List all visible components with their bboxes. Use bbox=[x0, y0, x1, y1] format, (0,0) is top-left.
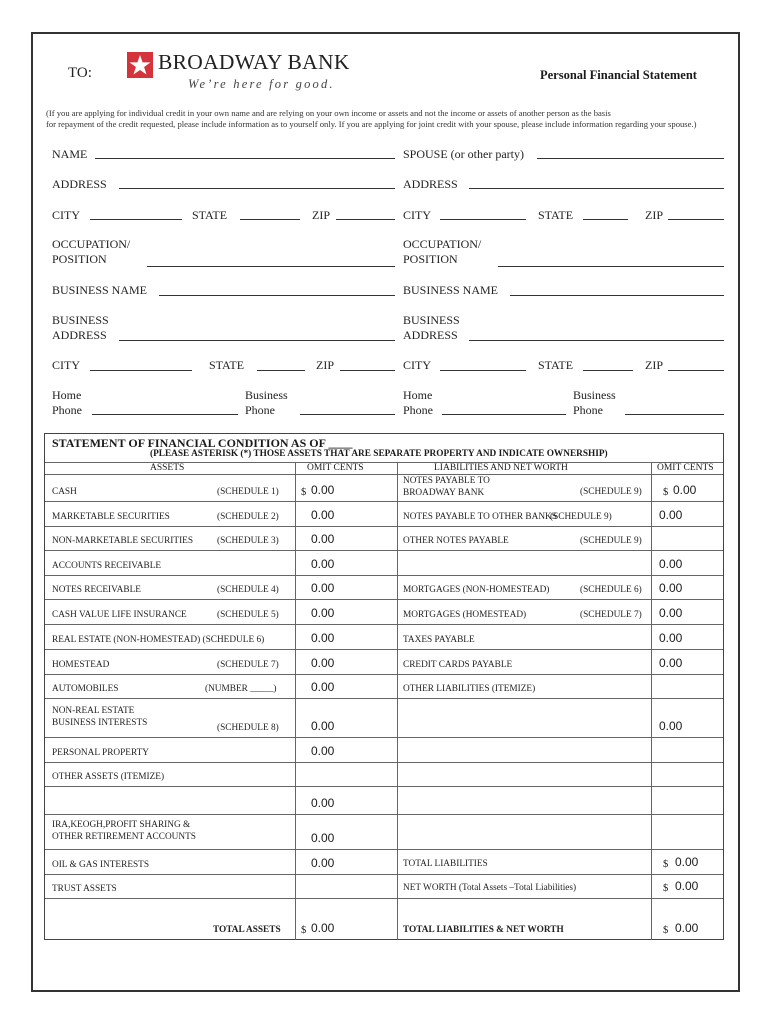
asset-label: ACCOUNTS RECEIVABLE bbox=[52, 561, 162, 571]
business-address-field[interactable] bbox=[119, 340, 395, 341]
liability-value-field[interactable]: 0.00 bbox=[659, 656, 683, 670]
spouse-business-city-field[interactable] bbox=[440, 370, 526, 371]
spouse-business-zip-label: ZIP bbox=[645, 358, 663, 372]
occupation-label: OCCUPATION/ POSITION bbox=[52, 237, 131, 266]
liability-row-divider bbox=[397, 526, 723, 527]
spouse-business-city-label: CITY bbox=[403, 358, 431, 372]
net-worth-value[interactable]: 0.00 bbox=[675, 879, 699, 893]
liability-value-field[interactable]: 0.00 bbox=[659, 581, 683, 595]
liability-row-divider bbox=[397, 624, 723, 625]
occupation-field[interactable] bbox=[147, 266, 395, 267]
spouse-business-phone-field[interactable] bbox=[625, 414, 724, 415]
liability-row-divider bbox=[397, 501, 723, 502]
asset-row-divider bbox=[45, 737, 397, 738]
asset-value-field[interactable]: 0.00 bbox=[311, 483, 335, 497]
asset-schedule: (SCHEDULE 2) bbox=[217, 512, 279, 522]
liability-row-divider bbox=[397, 737, 723, 738]
bank-star-icon bbox=[124, 49, 156, 81]
asset-schedule: (SCHEDULE 8) bbox=[217, 723, 279, 733]
asset-schedule: (SCHEDULE 1) bbox=[217, 487, 279, 497]
business-phone-label: Business Phone bbox=[245, 388, 288, 417]
asset-label: CASH bbox=[52, 487, 77, 497]
instructions-line-1: (If you are applying for individual credit in your own name and are relying on your own income or assets and not the income or assets of another person as the basis bbox=[46, 108, 611, 118]
bank-tagline: We’re here for good. bbox=[188, 77, 335, 91]
business-zip-field[interactable] bbox=[340, 370, 395, 371]
total-liabilities-net-worth-label: TOTAL LIABILITIES & NET WORTH bbox=[403, 925, 564, 935]
liability-schedule: (SCHEDULE 9) bbox=[580, 487, 642, 497]
state-label: STATE bbox=[192, 208, 228, 222]
spouse-business-state-field[interactable] bbox=[583, 370, 633, 371]
center-column-divider bbox=[397, 462, 398, 940]
assets-omit-cents-header: OMIT CENTS bbox=[307, 463, 364, 473]
spouse-business-state-label: STATE bbox=[538, 358, 574, 372]
asset-label: IRA,KEOGH,PROFIT SHARING & bbox=[52, 819, 191, 830]
asset-label: OTHER ASSETS (ITEMIZE) bbox=[52, 772, 165, 782]
asset-label-line2: BUSINESS INTERESTS bbox=[52, 717, 148, 728]
assets-value-column-divider bbox=[295, 462, 296, 940]
business-city-label: CITY bbox=[52, 358, 80, 372]
name-field[interactable] bbox=[95, 158, 395, 159]
address-label: ADDRESS bbox=[52, 177, 107, 191]
spouse-address-field[interactable] bbox=[469, 188, 724, 189]
liability-row-divider bbox=[397, 762, 723, 763]
asset-row-divider bbox=[45, 814, 397, 815]
asset-row-divider bbox=[45, 849, 397, 850]
liability-label: CREDIT CARDS PAYABLE bbox=[403, 660, 513, 670]
business-name-field[interactable] bbox=[159, 295, 395, 296]
spouse-business-address-field[interactable] bbox=[469, 340, 724, 341]
spouse-zip-field[interactable] bbox=[668, 219, 724, 220]
liability-value-field[interactable]: 0.00 bbox=[673, 483, 697, 497]
home-phone-field[interactable] bbox=[92, 414, 238, 415]
total-liabilities-label: TOTAL LIABILITIES bbox=[403, 859, 488, 869]
asset-label: MARKETABLE SECURITIES bbox=[52, 512, 170, 522]
liability-label: MORTGAGES (HOMESTEAD) bbox=[403, 610, 527, 620]
asset-label: TRUST ASSETS bbox=[52, 884, 117, 894]
total-liabilities-value[interactable]: 0.00 bbox=[675, 855, 699, 869]
liabilities-value-column-divider bbox=[651, 462, 652, 940]
spouse-business-address-label: BUSINESS ADDRESS bbox=[403, 313, 460, 342]
asset-row-divider bbox=[45, 786, 397, 787]
asset-value-field[interactable]: 0.00 bbox=[311, 680, 335, 694]
liability-label: NOTES PAYABLE TO OTHER BANKS bbox=[403, 512, 557, 522]
business-city-field[interactable] bbox=[90, 370, 192, 371]
spouse-business-name-label: BUSINESS NAME bbox=[403, 283, 499, 297]
asset-label: PERSONAL PROPERTY bbox=[52, 748, 149, 758]
asset-value-field[interactable]: 0.00 bbox=[311, 606, 335, 620]
financial-statement-table bbox=[44, 433, 724, 940]
total-assets-value[interactable]: 0.00 bbox=[311, 921, 335, 935]
liability-row-divider bbox=[397, 599, 723, 600]
liability-value-field[interactable]: 0.00 bbox=[659, 557, 683, 571]
asset-label: NOTES RECEIVABLE bbox=[52, 585, 141, 595]
asset-row-divider bbox=[45, 599, 397, 600]
asset-value-field[interactable]: 0.00 bbox=[311, 831, 335, 845]
asset-label: CASH VALUE LIFE INSURANCE bbox=[52, 610, 187, 620]
name-label: NAME bbox=[52, 147, 88, 161]
business-state-field[interactable] bbox=[257, 370, 305, 371]
spouse-business-phone-label: Business Phone bbox=[573, 388, 616, 417]
asset-schedule: (SCHEDULE 7) bbox=[217, 660, 279, 670]
document-title: Personal Financial Statement bbox=[540, 68, 697, 82]
asset-row-divider bbox=[45, 550, 397, 551]
total-liabilities-dollar-sign: $ bbox=[663, 859, 669, 870]
home-phone-label: Home Phone bbox=[52, 388, 82, 417]
asset-row-divider bbox=[45, 698, 397, 699]
asset-value-field[interactable]: 0.00 bbox=[311, 719, 335, 733]
liability-row-divider bbox=[397, 550, 723, 551]
liability-label: NOTES PAYABLE TO bbox=[403, 476, 490, 486]
state-field[interactable] bbox=[240, 219, 300, 220]
total-assets-dollar-sign: $ bbox=[301, 925, 307, 936]
asset-row-divider bbox=[45, 624, 397, 625]
spouse-business-name-field[interactable] bbox=[510, 295, 724, 296]
liability-dollar-sign: $ bbox=[663, 487, 669, 498]
liability-label: TAXES PAYABLE bbox=[403, 635, 475, 645]
total-liabilities-net-worth-value[interactable]: 0.00 bbox=[675, 921, 699, 935]
zip-field[interactable] bbox=[336, 219, 395, 220]
asset-value-field[interactable]: 0.00 bbox=[311, 532, 335, 546]
asset-row-divider bbox=[45, 874, 397, 875]
asset-value-field[interactable]: 0.00 bbox=[311, 856, 335, 870]
asset-schedule: (SCHEDULE 4) bbox=[217, 585, 279, 595]
assets-header: ASSETS bbox=[150, 463, 185, 473]
statement-title: STATEMENT OF FINANCIAL CONDITION AS OF ____ bbox=[52, 436, 353, 450]
liability-schedule: (SCHEDULE 7) bbox=[580, 610, 642, 620]
bank-name: BROADWAY BANK bbox=[158, 50, 350, 74]
spouse-business-zip-field[interactable] bbox=[668, 370, 724, 371]
liability-row-divider bbox=[397, 575, 723, 576]
spouse-home-phone-label: Home Phone bbox=[403, 388, 433, 417]
business-phone-field[interactable] bbox=[300, 414, 395, 415]
net-worth-dollar-sign: $ bbox=[663, 883, 669, 894]
liability-label: OTHER NOTES PAYABLE bbox=[403, 536, 509, 546]
liability-value-field[interactable]: 0.00 bbox=[659, 508, 683, 522]
liability-row-divider bbox=[397, 786, 723, 787]
liability-label: OTHER LIABILITIES (ITEMIZE) bbox=[403, 684, 536, 694]
spouse-occupation-field[interactable] bbox=[498, 266, 724, 267]
liabilities-omit-cents-header: OMIT CENTS bbox=[657, 463, 714, 473]
instructions bbox=[46, 108, 736, 131]
liability-schedule: (SCHEDULE 9) bbox=[580, 536, 642, 546]
instructions-line-2: for repayment of the credit requested, please include information as to yourself only. If you are applying for joint credit with your spouse, please include information regarding your spouse.) bbox=[46, 119, 697, 130]
business-name-label: BUSINESS NAME bbox=[52, 283, 148, 297]
liability-label-line2: BROADWAY BANK bbox=[403, 488, 485, 498]
spouse-city-field[interactable] bbox=[440, 219, 526, 220]
spouse-occupation-label: OCCUPATION/ POSITION bbox=[403, 237, 482, 266]
asset-value-field[interactable]: 0.00 bbox=[311, 656, 335, 670]
spouse-field[interactable] bbox=[537, 158, 724, 159]
liability-value-field[interactable]: 0.00 bbox=[659, 606, 683, 620]
asset-schedule: (SCHEDULE 5) bbox=[217, 610, 279, 620]
asset-schedule: (SCHEDULE 3) bbox=[217, 536, 279, 546]
asset-label: NON-MARKETABLE SECURITIES bbox=[52, 536, 194, 546]
liability-row-divider bbox=[397, 814, 723, 815]
business-zip-label: ZIP bbox=[316, 358, 334, 372]
address-field[interactable] bbox=[119, 188, 395, 189]
asset-label: AUTOMOBILES bbox=[52, 684, 119, 694]
asset-dollar-sign: $ bbox=[301, 487, 307, 498]
liability-row-divider bbox=[397, 849, 723, 850]
bank-logo bbox=[124, 49, 354, 93]
asset-value-field[interactable]: 0.00 bbox=[311, 744, 335, 758]
liabilities-header: LIABILITIES AND NET WORTH bbox=[434, 463, 568, 473]
spouse-home-phone-field[interactable] bbox=[442, 414, 566, 415]
asset-value-field[interactable]: 0.00 bbox=[311, 581, 335, 595]
asset-label: REAL ESTATE (NON-HOMESTEAD) (SCHEDULE 6) bbox=[52, 635, 265, 645]
city-label: CITY bbox=[52, 208, 80, 222]
asset-value-field[interactable]: 0.00 bbox=[311, 557, 335, 571]
asset-value-field[interactable]: 0.00 bbox=[311, 508, 335, 522]
business-state-label: STATE bbox=[209, 358, 245, 372]
total-assets-label: TOTAL ASSETS bbox=[213, 925, 281, 935]
liability-schedule: (SCHEDULE 9) bbox=[550, 512, 612, 522]
asset-value-field[interactable]: 0.00 bbox=[311, 796, 335, 810]
liability-row-divider bbox=[397, 674, 723, 675]
spouse-address-label: ADDRESS bbox=[403, 177, 458, 191]
net-worth-divider bbox=[397, 898, 723, 899]
total-liabilities-divider bbox=[397, 874, 723, 875]
asset-label: NON-REAL ESTATE bbox=[52, 705, 135, 716]
liability-row-divider bbox=[397, 698, 723, 699]
asset-label: OIL & GAS INTERESTS bbox=[52, 860, 150, 870]
spouse-state-label: STATE bbox=[538, 208, 574, 222]
city-field[interactable] bbox=[90, 219, 182, 220]
zip-label: ZIP bbox=[312, 208, 330, 222]
asset-row-divider bbox=[45, 575, 397, 576]
asset-row-divider bbox=[45, 898, 397, 899]
asset-row-divider bbox=[45, 674, 397, 675]
spouse-state-field[interactable] bbox=[583, 219, 628, 220]
liability-label: MORTGAGES (NON-HOMESTEAD) bbox=[403, 585, 550, 595]
liability-schedule: (SCHEDULE 6) bbox=[580, 585, 642, 595]
liability-value-field[interactable]: 0.00 bbox=[659, 631, 683, 645]
spouse-label: SPOUSE (or other party) bbox=[403, 147, 524, 161]
header-bottom-rule bbox=[45, 474, 723, 475]
spouse-city-label: CITY bbox=[403, 208, 431, 222]
liability-value-field[interactable]: 0.00 bbox=[659, 719, 683, 733]
asset-value-field[interactable]: 0.00 bbox=[311, 631, 335, 645]
asset-row-divider bbox=[45, 649, 397, 650]
asset-label-line2: OTHER RETIREMENT ACCOUNTS bbox=[52, 831, 196, 842]
statement-subtitle: (PLEASE ASTERISK (*) THOSE ASSETS THAT ARE SEPARATE PROPERTY AND INDICATE OWNERSHIP) bbox=[150, 449, 608, 459]
asset-row-divider bbox=[45, 762, 397, 763]
asset-schedule: (NUMBER _____) bbox=[205, 684, 277, 694]
header-top-rule bbox=[45, 462, 723, 463]
asset-row-divider bbox=[45, 501, 397, 502]
to-label: TO: bbox=[68, 65, 92, 81]
asset-row-divider bbox=[45, 526, 397, 527]
liability-row-divider bbox=[397, 649, 723, 650]
total-liabilities-net-worth-dollar-sign: $ bbox=[663, 925, 669, 936]
net-worth-label: NET WORTH (Total Assets –Total Liabilities) bbox=[403, 883, 577, 893]
asset-label: HOMESTEAD bbox=[52, 660, 110, 670]
business-address-label: BUSINESS ADDRESS bbox=[52, 313, 109, 342]
spouse-zip-label: ZIP bbox=[645, 208, 663, 222]
